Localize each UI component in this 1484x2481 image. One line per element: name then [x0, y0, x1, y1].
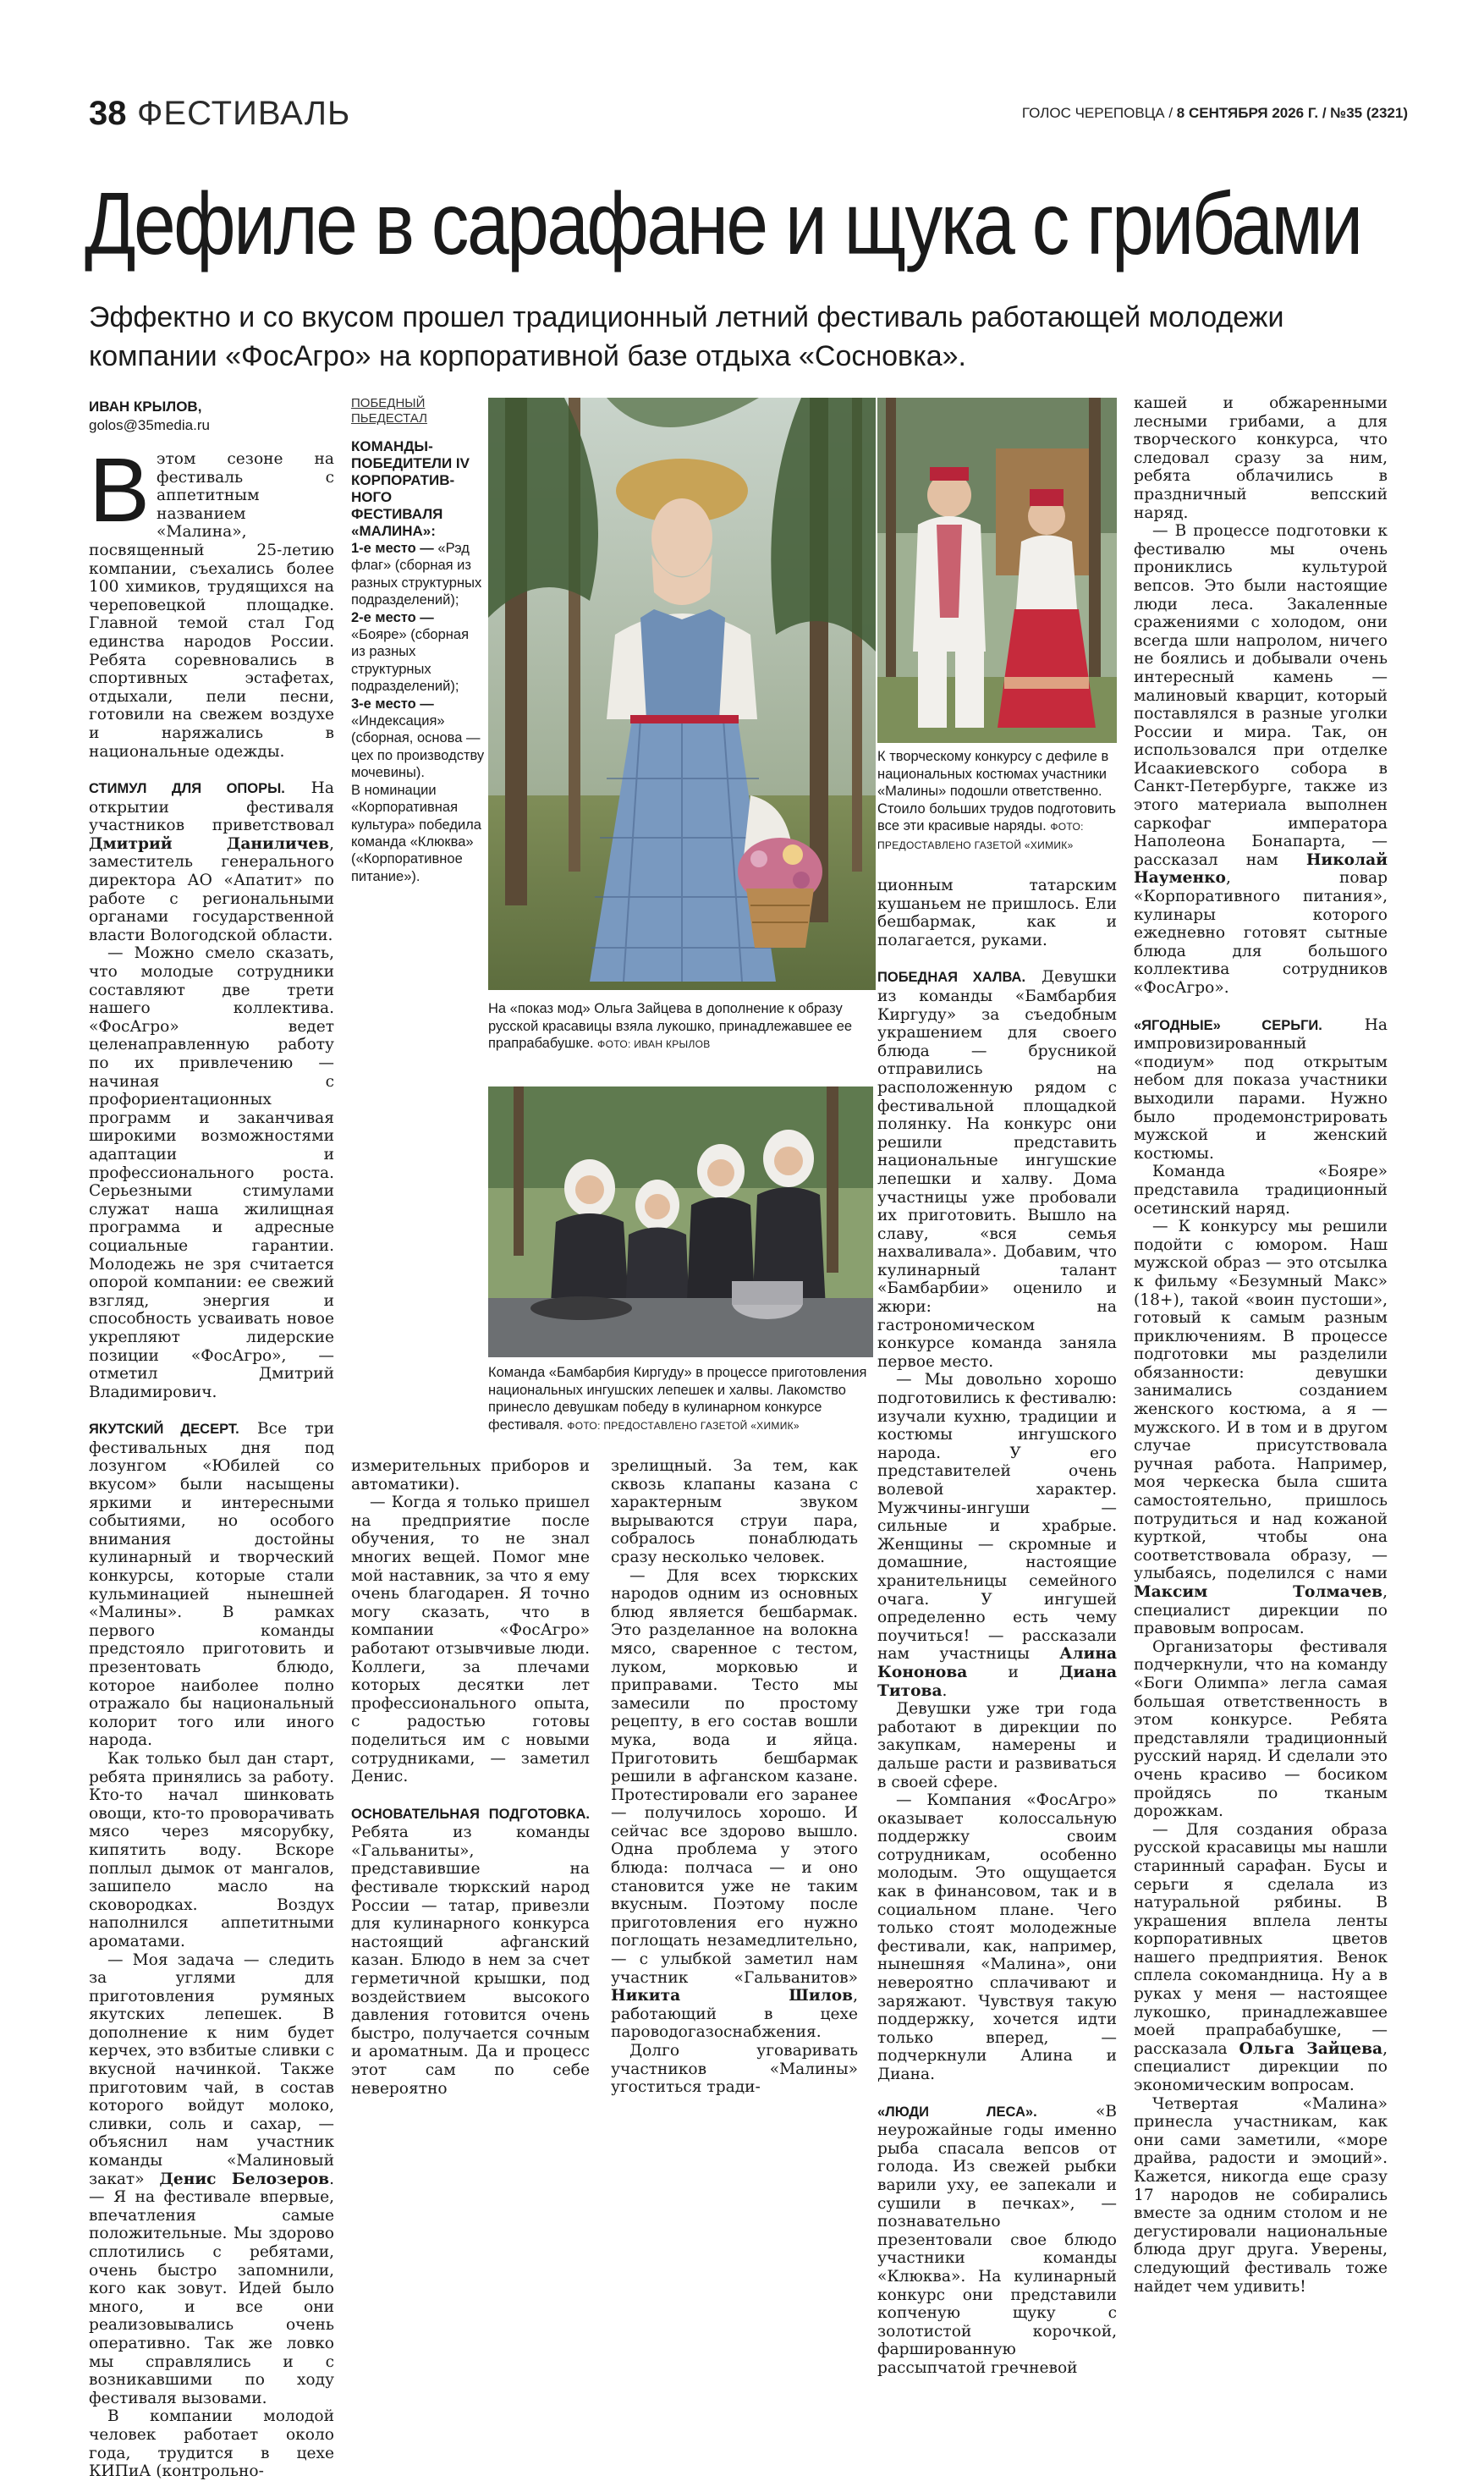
photo-credit: ФОТО: ПРЕДОСТАВЛЕНО ГАЗЕТОЙ «ХИМИК»	[567, 1419, 800, 1432]
cooking-team-illustration	[488, 1086, 873, 1357]
paragraph: «ЯГОДНЫЕ» СЕРЬГИ. На импровизированный «подиум» под открытым небом для показа участники выходили парами. Нужно было продемонстрировать мужской и женский костюмы.	[1134, 1015, 1388, 1163]
author-name: ИВАН КРЫЛОВ,	[89, 399, 202, 415]
article-column-3	[611, 1457, 858, 2097]
paragraph: СТИМУЛ ДЛЯ ОПОРЫ. На открытии фестиваля участников приветствовал Дмитрий Даниличев, заместитель генерального директора АО «Апатит» по работе с региональными органами государственной власти Вологодской области.	[89, 779, 334, 944]
paragraph: кашей и обжаренными лесными грибами, а для творческого конкурса, что следовал сразу за ним, ребята облачились в праздничный вепсский наряд.	[1134, 394, 1388, 522]
paragraph: — К конкурсу мы решили подойти с юмором. Наш мужской образ — это отсылка к фильму «Безумный Макс» (18+), такой «воин пустоши», готовый к самым разным приключениям. В процессе подготовки мы разделили обязанности: девушки занимались созданием женского костюма, а я — мужского. И в том и в другом случае присутствовала ручная работа. Например, моя черкеска была сшита самостоятельно, пришлось потрудиться и над кожаной курткой, чтобы она соответствовала образу, — улыбаясь, поделился с нами Максим Толмачев, специалист дирекции по правовым вопросам.	[1134, 1218, 1388, 1638]
subhead: ОСНОВАТЕЛЬНАЯ ПОДГОТОВКА.	[351, 1806, 590, 1822]
photo-caption: К творческому конкурсу с дефиле в национальных костюмах участники «Малины» подошли ответственно. Стоило больших трудов подготовить все эти красивые наряды. ФОТО: ПРЕДОСТАВЛЕНО ГАЗЕТОЙ «ХИМИК»	[877, 749, 1116, 851]
winners-sidebar	[351, 396, 486, 885]
drop-cap: В	[89, 438, 151, 541]
paragraph: — Можно смело сказать, что молодые сотрудники составляют две трети нашего коллектива. «ФосАгро» ведет целенаправленную работу по их привлечению — начиная с профориентационных программ и заканчивая широкими возможностями адаптации и профессионального роста. Серьезными стимулами служат наша жилищная программа и адресные социальные гарантии. Молодежь не зря считается опорой компании: ее свежий взгляд, энергия и способность усваивать новое укрепляют лидерские позиции «ФосАгро», — отметил Дмитрий Владимирович.	[89, 944, 334, 1401]
winner-2: 2-е место — «Бояре» (сборная из разных структурных подразделений);	[351, 609, 470, 695]
masthead-info	[1022, 105, 1408, 122]
paragraph: Девушки уже три года работают в дирекции по закупкам, намерены и дальше расти и развиваться в своей сфере.	[877, 1700, 1117, 1791]
paragraph: — Когда я только пришел на предприятие после обучения, то не знал многих вещей. Помог мне мой наставник, за что я ему очень благодарен. Я точно могу сказать, что в компании «ФосАгро» работают отзывчивые люди. Коллеги, за плечами которых десятки лет профессионального опыта, с радостью готовы поделиться им с новыми сотрудниками, — заметил Денис.	[351, 1494, 590, 1786]
photo-credit: ФОТО: ПРЕДОСТАВЛЕНО ГАЗЕТОЙ «ХИМИК»	[877, 821, 1084, 851]
winner-1: 1-е место — «Рэд флаг» (сборная из разных структурных подразделений);	[351, 541, 482, 608]
photo-caption: Команда «Бамбарбия Киргуду» в процессе приготовления национальных ингушских лепешек и халвы. Лакомство принесло девушкам победу в кулинарном конкурсе фестиваля. ФОТО: ПРЕДОСТАВЛЕНО ГАЗЕТОЙ «ХИМИК»	[488, 1365, 867, 1433]
paragraph: ПОБЕДНАЯ ХАЛВА. Девушки из команды «Бамбарбия Киргуду» за съедобным украшением для своего блюда — брусникой отправились на расположенную рядом с фестивальной площадкой полянку. На конкурс они решили представить национальные ингушские лепешки и халву. Дома участницы уже пробовали их приготовить. Вышло на славу, «вся семья нахваливала». Добавим, что кулинарный талант «Бамбарбии» оценило и жюри: на гастрономическом конкурсе команда заняла первое место.	[877, 968, 1117, 1371]
newspaper-name: ГОЛОС ЧЕРЕПОВЦА /	[1021, 105, 1173, 121]
paragraph: — Для всех тюркских народов одним из основных блюд является бешбармак. Это разделанное на волокна мясо, сваренное с тестом, луком, морковью и приправами. Тесто мы замесили по простому рецепту, в его состав вошли мука, вода и яйца. Приготовить бешбармак решили в афганском казане. Протестировали его заранее — получилось хорошо. И сейчас все здорово вышло. Одна проблема у этого блюда: полчаса — и оно становится уже не таким вкусным. Поэтому после приготовления его нужно поглощать незамедлительно, — с улыбкой заметил нам участник «Гальванитов» Никита Шилов, работающий в цехе пароводогазоснабжения.	[611, 1566, 858, 2042]
photo-olga-zaytseva	[488, 398, 876, 990]
sidebar-title: КОМАНДЫ-ПОБЕДИТЕЛИ IV КОРПОРАТИВ-НОГО ФЕСТИВАЛЯ «МАЛИНА»:	[351, 438, 470, 539]
nomination: В номинации «Корпоративная культура» победила команда «Клюква» («Корпоративное питание»).	[351, 782, 481, 884]
article-column-5	[1134, 394, 1388, 2296]
section-title: ФЕСТИВАЛЬ	[137, 95, 351, 132]
article-column-1	[89, 438, 334, 2481]
paragraph: ЯКУТСКИЙ ДЕСЕРТ. Все три фестивальных дня под лозунгом «Юбилей со вкусом» были насыщены яркими и интересными событиями, но особого внимания достойны кулинарный и творческий конкурсы, которые стали кульминацией нынешней «Малины». В рамках первого команды предстояло приготовить и презентовать блюдо, которое наиболее полно отражало бы национальный колорит того или иного народа.	[89, 1420, 334, 1750]
paragraph: Команда «Бояре» представила традиционный осетинский наряд.	[1134, 1163, 1388, 1218]
couple-illustration	[877, 398, 1117, 743]
paragraph: «ЛЮДИ ЛЕСА». «В неурожайные годы именно рыба спасала вепсов от голода. Из свежей рыбки варили уху, ее запекали и сушили в печках», — познавательно презентовали свое блюдо участники команды «Клюква». На кулинарный конкурс они представили копченую щуку с золотистой корочкой, фаршированную рассыпчатой гречневой	[877, 2102, 1117, 2377]
subhead: ПОБЕДНАЯ ХАЛВА.	[877, 970, 1026, 986]
paragraph: В компании молодой человек работает около года, трудится в цехе КИПиА (контрольно-	[89, 2407, 334, 2481]
paragraph: — В процессе подготовки к фестивалю мы очень прониклись культурой вепсов. Это были настоящие люди леса. Закаленные сражениями с холодом, они всегда шли напролом, ничего не боялись и добывали очень интересный камень — малиновый кварцит, который поставлялся в разные уголки России и мира. Так, он использовался при отделке Исаакиевского собора в Санкт-Петербурге, также из этого материала выполнен саркофаг императора Наполеона Бонапарта, — рассказал нам Николай Науменко, повар «Корпоративного питания», кулинары которого ежедневно готовят сытные блюда для большого коллектива сотрудников «ФосАгро».	[1134, 522, 1388, 997]
winner-3: 3-е место — «Индексация» (сборная, основа — цех по производству мочевины).	[351, 696, 485, 781]
paragraph: измерительных приборов и автоматики).	[351, 1457, 590, 1494]
intro-paragraph: этом сезоне на фестиваль с аппетитным названием «Малина», посвященный 25-летию компании, съехались более 100 химиков, трудящихся на череповецкой площадке. Главной темой стал Год единства народов России. Ребята соревновались в спортивных эстафетах, отдыхали, пели песни, готовили на свежем воздухе и наряжались в национальные одежды.	[89, 450, 334, 761]
paragraph: ОСНОВАТЕЛЬНАЯ ПОДГОТОВКА. Ребята из команды «Гальваниты», представившие на фестивале тюркский народ России — татар, привезли для кулинарного конкурса настоящий афганский казан. Блюдо в нем за счет герметичной крышки, под воздействием высокого давления готовится очень быстро, получается сочным и ароматным. Да и процесс этот сам по себе невероятно	[351, 1806, 590, 2098]
photo-cooking-team	[488, 1086, 873, 1357]
author-email: golos@35media.ru	[89, 417, 210, 433]
article-column-2	[351, 1457, 590, 2098]
paragraph: — Моя задача — следить за углями для приготовления румяных якутских лепешек. В дополнение к ним будет керчех, это взбитые сливки с вкусной начинкой. Также приготовим чай, в состав которого войдут молоко, сливки, соль и сахар, — объяснил нам участник команды «Малиновый закат» Денис Белозеров. — Я на фестивале впервые, впечатления самые положительные. Мы здорово сплотились с ребятами, очень быстро запомнили, кого как зовут. Идей было много, и все они реализовывались очень оперативно. Так же ловко мы справлялись и с возникавшими по ходу фестиваля вызовами.	[89, 1950, 334, 2407]
issue-date: 8 СЕНТЯБРЯ 2026 Г. / №35 (2321)	[1176, 105, 1408, 121]
paragraph: ционным татарским кушаньем не пришлось. Ели бешбармак, как и полагается, руками.	[877, 877, 1117, 949]
paragraph: Как только был дан старт, ребята принялись за работу. Кто-то начал шинковать овощи, кто-то проворачивать мясо через мясорубку, кипятить воду. Вскоре поплыл дымок от мангалов, зашипело масло на сковородках. Воздух наполнился аппетитными ароматами.	[89, 1749, 334, 1950]
paragraph: — Компания «ФосАгро» оказывает колоссальную поддержку своим сотрудникам, особенно молодым. Это ощущается как в финансовом, так и в социальном плане. Чего только стоят молодежные фестивали, как, например, нынешняя «Малина», они невероятно сплачивают и заряжают. Чувствуя такую поддержку, хочется идти только вперед, — подчеркнули Алина и Диана.	[877, 1791, 1117, 2083]
paragraph: Долго уговаривать участников «Малины» угоститься тради-	[611, 2042, 858, 2097]
sidebar-kicker: ПОБЕДНЫЙ	[351, 396, 426, 410]
paragraph: — Для создания образа русской красавицы мы нашли старинный сарафан. Бусы и серьги я сделала из натуральной рябины. В украшения вплела ленты корпоративных цветов нашего предприятия. Венок сплела сокомандница. Ну а в руках у меня — настоящее лукошко, принадлежавшее моей прапрабабушке, — рассказала Ольга Зайцева, специалист дирекции по экономическим вопросам.	[1134, 1820, 1388, 2095]
byline	[89, 398, 334, 435]
page-number: 38	[89, 95, 127, 132]
paragraph: Организаторы фестиваля подчеркнули, что на команду «Боги Олимпа» легла самая большая ответственность в этом конкурсе. Ребята представляли традиционный русский наряд. И сделали это очень красиво — босиком пройдясь по тканым дорожкам.	[1134, 1637, 1388, 1821]
photo-folk-couple	[877, 398, 1117, 743]
lead-paragraph: Эффектно и со вкусом прошел традиционный летний фестиваль работающей молодежи компании «ФосАгро» на корпоративной базе отдыха «Сосновка».	[89, 301, 1284, 372]
article-column-4	[877, 877, 1117, 2378]
subhead: ЯКУТСКИЙ ДЕСЕРТ.	[89, 1422, 239, 1438]
paragraph: — Мы довольно хорошо подготовились к фестивалю: изучали кухню, традиции и костюмы ингушского народа. У его представителей очень волевой характер. Мужчины-ингуши — сильные и храбрые. Женщины — скромные и домашние, настоящие хранительницы семейного очага. У ингушей определенно есть чему поучиться! — рассказали нам участницы Алина Кононова и Диана Титова.	[877, 1371, 1117, 1700]
forest-woman-illustration	[488, 398, 876, 990]
photo-caption: На «показ мод» Ольга Зайцева в дополнение к образу русской красавицы взяла лукошко, принадлежавшее ее прапрабабушке. ФОТО: ИВАН КРЫЛОВ	[488, 1001, 853, 1051]
paragraph: Четвертая «Малина» принесла участникам, как они сами заметили, «море драйва, радости и эмоций». Кажется, никогда еще сразу 17 народов не собирались вместе за одним столом и не дегустировали национальные блюда друг друга. Уверены, следующий фестиваль тоже найдет чем удивить!	[1134, 2094, 1388, 2296]
photo-credit: ФОТО: ИВАН КРЫЛОВ	[597, 1038, 711, 1050]
sidebar-kicker: ПЬЕДЕСТАЛ	[351, 411, 427, 426]
subhead: СТИМУЛ ДЛЯ ОПОРЫ.	[89, 781, 285, 797]
paragraph: зрелищный. За тем, как сквозь клапаны казана с характерным звуком вырываются струи пара, собралось понаблюдать сразу несколько человек.	[611, 1457, 858, 1566]
headline: Дефиле в сарафане и щука с грибами	[85, 175, 1361, 273]
subhead: «ЯГОДНЫЕ» СЕРЬГИ.	[1134, 1017, 1322, 1033]
subhead: «ЛЮДИ ЛЕСА».	[877, 2104, 1037, 2120]
